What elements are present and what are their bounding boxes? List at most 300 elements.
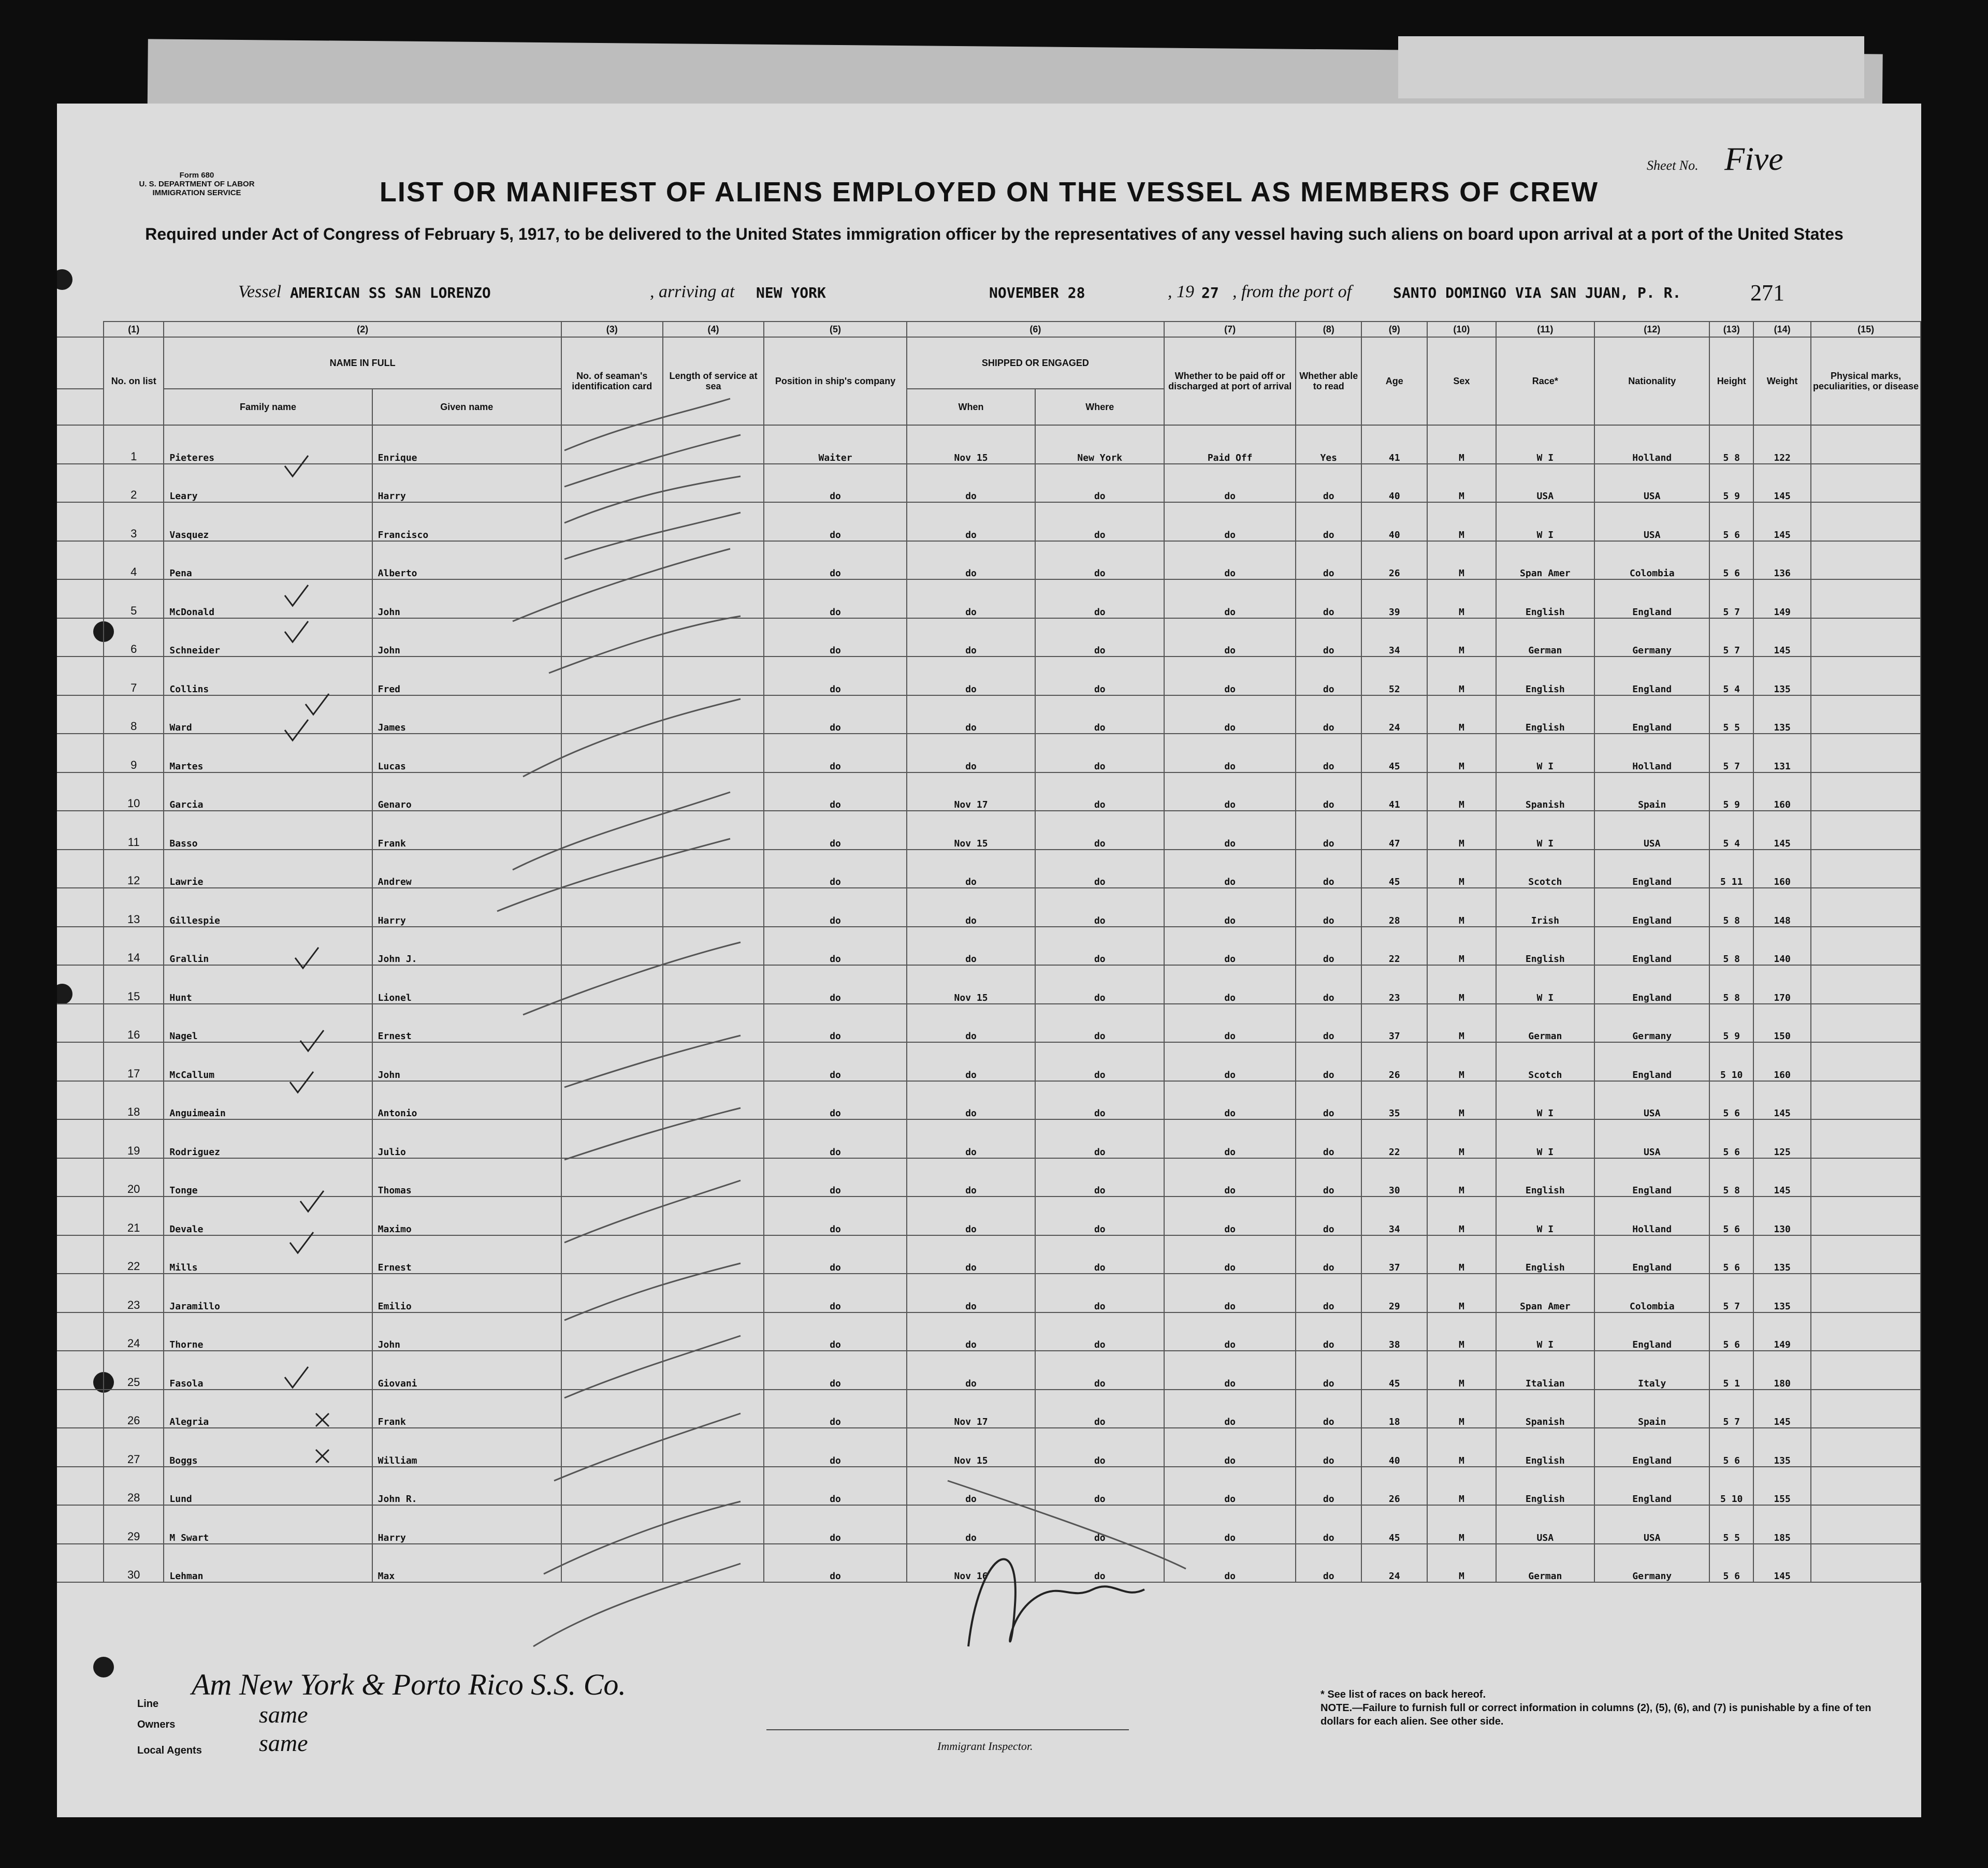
- given-name: Harry: [372, 464, 561, 503]
- given-name: Harry: [372, 1505, 561, 1544]
- where-cell: do: [1035, 1042, 1164, 1081]
- sex-cell: M: [1427, 425, 1496, 464]
- header-name-in-full: NAME IN FULL: [164, 337, 561, 389]
- age-cell: 34: [1361, 1196, 1427, 1235]
- when-cell: do: [907, 1042, 1036, 1081]
- col-number: (2): [164, 322, 561, 337]
- paid-off-cell: do: [1164, 1312, 1296, 1351]
- when-cell: do: [907, 579, 1036, 618]
- footnote-penalty: NOTE.—Failure to furnish full or correct information in columns (2), (5), (6), and (7) is punishable by a fine of ten dollars for each alien. See other side.: [1321, 1702, 1871, 1727]
- race-cell: Irish: [1496, 888, 1595, 927]
- service: IMMIGRATION SERVICE: [152, 188, 241, 197]
- paid-off-cell: do: [1164, 772, 1296, 811]
- paid-off-cell: do: [1164, 1467, 1296, 1506]
- footnote: [1321, 1688, 1900, 1728]
- row-number: 24: [104, 1312, 164, 1351]
- nationality-cell: Germany: [1594, 618, 1709, 657]
- position-cell: do: [764, 850, 906, 888]
- read-cell: do: [1296, 811, 1361, 850]
- age-cell: 52: [1361, 656, 1427, 695]
- height-cell: 5 8: [1709, 1158, 1753, 1197]
- weight-cell: 155: [1753, 1467, 1811, 1506]
- sex-cell: M: [1427, 1428, 1496, 1467]
- given-name: Max: [372, 1544, 561, 1583]
- footnote-races: * See list of races on back hereof.: [1321, 1689, 1486, 1700]
- race-cell: English: [1496, 1428, 1595, 1467]
- family-name: Devale: [164, 1196, 372, 1235]
- position-cell: do: [764, 1390, 906, 1428]
- sex-cell: M: [1427, 1004, 1496, 1043]
- weight-cell: 149: [1753, 1312, 1811, 1351]
- nationality-cell: Spain: [1594, 772, 1709, 811]
- pencil-stroke: [564, 476, 741, 523]
- age-cell: 26: [1361, 1042, 1427, 1081]
- height-cell: 5 8: [1709, 927, 1753, 966]
- height-cell: 5 8: [1709, 425, 1753, 464]
- family-name: Fasola: [164, 1351, 372, 1390]
- family-name: Leary: [164, 464, 372, 503]
- read-cell: do: [1296, 1428, 1361, 1467]
- weight-cell: 145: [1753, 811, 1811, 850]
- weight-cell: 145: [1753, 502, 1811, 541]
- check-mark: [285, 621, 308, 642]
- row-number: 30: [104, 1544, 164, 1583]
- position-cell: do: [764, 1351, 906, 1390]
- row-number: 14: [104, 927, 164, 966]
- when-cell: do: [907, 1312, 1036, 1351]
- read-cell: do: [1296, 1544, 1361, 1583]
- height-cell: 5 6: [1709, 1428, 1753, 1467]
- owners-label: Owners: [137, 1719, 176, 1730]
- where-cell: do: [1035, 541, 1164, 580]
- height-cell: 5 4: [1709, 811, 1753, 850]
- header-paid-off: Whether to be paid off or discharged at port of arrival: [1164, 337, 1296, 425]
- weight-cell: 135: [1753, 1235, 1811, 1274]
- check-mark: [306, 694, 329, 714]
- height-cell: 5 7: [1709, 734, 1753, 772]
- weight-cell: 180: [1753, 1351, 1811, 1390]
- age-cell: 45: [1361, 850, 1427, 888]
- backing-sheet-top: [1398, 36, 1864, 98]
- age-cell: 29: [1361, 1274, 1427, 1312]
- year-prefix: , 19: [1168, 282, 1194, 301]
- weight-cell: 160: [1753, 1042, 1811, 1081]
- header-age: Age: [1361, 337, 1427, 425]
- family-name: M Swart: [164, 1505, 372, 1544]
- given-name: Alberto: [372, 541, 561, 580]
- header-position: Position in ship's company: [764, 337, 906, 425]
- race-cell: English: [1496, 927, 1595, 966]
- given-name: John: [372, 1042, 561, 1081]
- sex-cell: M: [1427, 579, 1496, 618]
- read-cell: do: [1296, 656, 1361, 695]
- weight-cell: 160: [1753, 850, 1811, 888]
- paid-off-cell: do: [1164, 1505, 1296, 1544]
- where-cell: New York: [1035, 425, 1164, 464]
- weight-cell: 125: [1753, 1119, 1811, 1158]
- read-cell: do: [1296, 965, 1361, 1004]
- col-number: (13): [1709, 322, 1753, 337]
- line-value: Am New York & Porto Rico S.S. Co.: [192, 1668, 626, 1701]
- height-cell: 5 7: [1709, 618, 1753, 657]
- age-cell: 41: [1361, 425, 1427, 464]
- header-when: When: [907, 389, 1036, 425]
- weight-cell: 135: [1753, 695, 1811, 734]
- sex-cell: M: [1427, 734, 1496, 772]
- nationality-cell: USA: [1594, 1119, 1709, 1158]
- nationality-cell: Colombia: [1594, 1274, 1709, 1312]
- read-cell: do: [1296, 618, 1361, 657]
- arriving-label: , arriving at: [650, 282, 735, 301]
- age-cell: 24: [1361, 1544, 1427, 1583]
- where-cell: do: [1035, 734, 1164, 772]
- nationality-cell: Spain: [1594, 1390, 1709, 1428]
- position-cell: do: [764, 656, 906, 695]
- sex-cell: M: [1427, 965, 1496, 1004]
- pencil-stroke: [564, 1263, 741, 1320]
- check-mark: [285, 720, 308, 740]
- family-name: Alegria: [164, 1390, 372, 1428]
- read-cell: do: [1296, 1274, 1361, 1312]
- pencil-stroke: [549, 616, 741, 673]
- position-cell: do: [764, 1274, 906, 1312]
- race-cell: W I: [1496, 425, 1595, 464]
- sex-cell: M: [1427, 1505, 1496, 1544]
- given-name: Fred: [372, 656, 561, 695]
- pencil-stroke: [523, 942, 741, 1015]
- when-cell: do: [907, 1351, 1036, 1390]
- sex-cell: M: [1427, 1467, 1496, 1506]
- where-cell: do: [1035, 1274, 1164, 1312]
- position-cell: do: [764, 541, 906, 580]
- col-number: (1): [104, 322, 164, 337]
- family-name: Gillespie: [164, 888, 372, 927]
- race-cell: Scotch: [1496, 850, 1595, 888]
- header-where: Where: [1035, 389, 1164, 425]
- family-name: Basso: [164, 811, 372, 850]
- department: U. S. DEPARTMENT OF LABOR: [139, 180, 255, 188]
- where-cell: do: [1035, 1351, 1164, 1390]
- read-cell: do: [1296, 1081, 1361, 1120]
- position-cell: do: [764, 1081, 906, 1120]
- sex-cell: M: [1427, 1544, 1496, 1583]
- read-cell: do: [1296, 1351, 1361, 1390]
- row-number: 4: [104, 541, 164, 580]
- read-cell: do: [1296, 1312, 1361, 1351]
- col-number: (15): [1811, 322, 1921, 337]
- where-cell: do: [1035, 1428, 1164, 1467]
- position-cell: do: [764, 502, 906, 541]
- given-name: John: [372, 1312, 561, 1351]
- sex-cell: M: [1427, 618, 1496, 657]
- sex-cell: M: [1427, 464, 1496, 503]
- when-cell: do: [907, 695, 1036, 734]
- where-cell: do: [1035, 927, 1164, 966]
- paid-off-cell: do: [1164, 1428, 1296, 1467]
- when-cell: do: [907, 502, 1036, 541]
- read-cell: do: [1296, 1042, 1361, 1081]
- height-cell: 5 9: [1709, 1004, 1753, 1043]
- row-number: 20: [104, 1158, 164, 1197]
- pencil-stroke: [564, 1108, 741, 1160]
- given-name: Lucas: [372, 734, 561, 772]
- col-number: (4): [663, 322, 764, 337]
- race-cell: W I: [1496, 734, 1595, 772]
- weight-cell: 122: [1753, 425, 1811, 464]
- family-name: Jaramillo: [164, 1274, 372, 1312]
- sex-cell: M: [1427, 811, 1496, 850]
- read-cell: do: [1296, 1505, 1361, 1544]
- row-number: 18: [104, 1081, 164, 1120]
- read-cell: do: [1296, 1119, 1361, 1158]
- height-cell: 5 5: [1709, 695, 1753, 734]
- given-name: Julio: [372, 1119, 561, 1158]
- check-mark: [285, 1367, 308, 1388]
- position-cell: do: [764, 464, 906, 503]
- age-cell: 26: [1361, 541, 1427, 580]
- height-cell: 5 8: [1709, 965, 1753, 1004]
- age-cell: 22: [1361, 927, 1427, 966]
- weight-cell: 148: [1753, 888, 1811, 927]
- position-cell: do: [764, 772, 906, 811]
- check-mark: [295, 947, 318, 968]
- given-name: Andrew: [372, 850, 561, 888]
- paid-off-cell: do: [1164, 1544, 1296, 1583]
- vessel-label: Vessel: [238, 282, 282, 301]
- pencil-stroke: [564, 399, 730, 450]
- height-cell: 5 10: [1709, 1042, 1753, 1081]
- page-subtitle: Required under Act of Congress of February 5, 1917, to be delivered to the United States immigration officer by the representatives of any vessel having such aliens on board upon arrival at a port of the United States: [145, 225, 1844, 243]
- weight-cell: 131: [1753, 734, 1811, 772]
- col-number: (5): [764, 322, 906, 337]
- race-cell: German: [1496, 618, 1595, 657]
- sex-cell: M: [1427, 1042, 1496, 1081]
- sex-cell: M: [1427, 1196, 1496, 1235]
- nationality-cell: England: [1594, 1235, 1709, 1274]
- family-name: Lund: [164, 1467, 372, 1506]
- where-cell: do: [1035, 811, 1164, 850]
- row-number: 29: [104, 1505, 164, 1544]
- row-number: 23: [104, 1274, 164, 1312]
- header-shipped: SHIPPED OR ENGAGED: [907, 337, 1165, 389]
- race-cell: Spanish: [1496, 1390, 1595, 1428]
- nationality-cell: England: [1594, 695, 1709, 734]
- race-cell: English: [1496, 579, 1595, 618]
- position-cell: do: [764, 1004, 906, 1043]
- header-length-service: Length of service at sea: [663, 337, 764, 425]
- race-cell: English: [1496, 695, 1595, 734]
- paid-off-cell: do: [1164, 811, 1296, 850]
- paid-off-cell: do: [1164, 579, 1296, 618]
- age-cell: 40: [1361, 1428, 1427, 1467]
- pencil-stroke: [544, 1501, 741, 1574]
- given-name: Emilio: [372, 1274, 561, 1312]
- race-cell: W I: [1496, 1081, 1595, 1120]
- read-cell: do: [1296, 1004, 1361, 1043]
- read-cell: do: [1296, 1196, 1361, 1235]
- weight-cell: 145: [1753, 1158, 1811, 1197]
- height-cell: 5 6: [1709, 1235, 1753, 1274]
- age-cell: 37: [1361, 1235, 1427, 1274]
- col-number: (6): [907, 322, 1165, 337]
- position-cell: do: [764, 618, 906, 657]
- given-name: John R.: [372, 1467, 561, 1506]
- read-cell: do: [1296, 772, 1361, 811]
- race-cell: USA: [1496, 1505, 1595, 1544]
- family-name: Pena: [164, 541, 372, 580]
- family-name: Pieteres: [164, 425, 372, 464]
- where-cell: do: [1035, 965, 1164, 1004]
- where-cell: do: [1035, 1235, 1164, 1274]
- given-name: Enrique: [372, 425, 561, 464]
- header-sex: Sex: [1427, 337, 1496, 425]
- where-cell: do: [1035, 464, 1164, 503]
- header-read: Whether able to read: [1296, 337, 1361, 425]
- age-cell: 40: [1361, 502, 1427, 541]
- pencil-stroke: [564, 1035, 741, 1087]
- row-number: 2: [104, 464, 164, 503]
- read-cell: do: [1296, 850, 1361, 888]
- age-cell: 35: [1361, 1081, 1427, 1120]
- position-cell: do: [764, 579, 906, 618]
- check-mark: [285, 456, 308, 476]
- where-cell: do: [1035, 502, 1164, 541]
- age-cell: 41: [1361, 772, 1427, 811]
- agents-label: Local Agents: [137, 1745, 202, 1756]
- race-cell: W I: [1496, 965, 1595, 1004]
- weight-cell: 135: [1753, 1428, 1811, 1467]
- position-cell: do: [764, 1544, 906, 1583]
- nationality-cell: Colombia: [1594, 541, 1709, 580]
- age-cell: 45: [1361, 1351, 1427, 1390]
- paid-off-cell: do: [1164, 1158, 1296, 1197]
- race-cell: W I: [1496, 811, 1595, 850]
- position-cell: do: [764, 1505, 906, 1544]
- nationality-cell: Germany: [1594, 1544, 1709, 1583]
- row-number: 9: [104, 734, 164, 772]
- where-cell: do: [1035, 1004, 1164, 1043]
- nationality-cell: England: [1594, 888, 1709, 927]
- family-name: Garcia: [164, 772, 372, 811]
- header-race: Race*: [1496, 337, 1595, 425]
- given-name: Genaro: [372, 772, 561, 811]
- sex-cell: M: [1427, 1312, 1496, 1351]
- age-cell: 23: [1361, 965, 1427, 1004]
- when-cell: do: [907, 1235, 1036, 1274]
- row-number: 8: [104, 695, 164, 734]
- paid-off-cell: do: [1164, 1390, 1296, 1428]
- when-cell: do: [907, 618, 1036, 657]
- race-cell: Span Amer: [1496, 541, 1595, 580]
- paid-off-cell: do: [1164, 618, 1296, 657]
- family-name: Martes: [164, 734, 372, 772]
- position-cell: do: [764, 695, 906, 734]
- position-cell: do: [764, 1158, 906, 1197]
- pencil-marks: [57, 104, 1921, 1817]
- weight-cell: 135: [1753, 656, 1811, 695]
- row-number: 21: [104, 1196, 164, 1235]
- col-number: (14): [1753, 322, 1811, 337]
- col-number: (9): [1361, 322, 1427, 337]
- paid-off-cell: do: [1164, 734, 1296, 772]
- col-number: (10): [1427, 322, 1496, 337]
- read-cell: do: [1296, 1467, 1361, 1506]
- when-cell: Nov 17: [907, 772, 1036, 811]
- row-number: 15: [104, 965, 164, 1004]
- pencil-stroke: [564, 435, 741, 487]
- nationality-cell: USA: [1594, 1081, 1709, 1120]
- row-number: 13: [104, 888, 164, 927]
- checkmarks: [285, 456, 1144, 1646]
- when-cell: do: [907, 734, 1036, 772]
- family-name: Lawrie: [164, 850, 372, 888]
- check-mark: [290, 1232, 313, 1253]
- race-cell: W I: [1496, 502, 1595, 541]
- when-cell: do: [907, 1505, 1036, 1544]
- sex-cell: M: [1427, 927, 1496, 966]
- when-cell: do: [907, 850, 1036, 888]
- paid-off-cell: do: [1164, 464, 1296, 503]
- when-cell: Nov 15: [907, 425, 1036, 464]
- where-cell: do: [1035, 1196, 1164, 1235]
- sex-cell: M: [1427, 888, 1496, 927]
- read-cell: do: [1296, 1158, 1361, 1197]
- pencil-stroke: [564, 1336, 741, 1398]
- nationality-cell: England: [1594, 1428, 1709, 1467]
- when-cell: do: [907, 1196, 1036, 1235]
- weight-cell: 170: [1753, 965, 1811, 1004]
- manifest-sheet: [57, 104, 1921, 1817]
- race-cell: W I: [1496, 1119, 1595, 1158]
- race-cell: Scotch: [1496, 1042, 1595, 1081]
- when-cell: Nov 15: [907, 1428, 1036, 1467]
- given-name: Ernest: [372, 1235, 561, 1274]
- age-cell: 24: [1361, 695, 1427, 734]
- row-number: 19: [104, 1119, 164, 1158]
- family-name: Thorne: [164, 1312, 372, 1351]
- check-mark: [285, 585, 308, 606]
- family-name: Anguimeain: [164, 1081, 372, 1120]
- read-cell: do: [1296, 502, 1361, 541]
- nationality-cell: Italy: [1594, 1351, 1709, 1390]
- position-cell: do: [764, 734, 906, 772]
- sex-cell: M: [1427, 502, 1496, 541]
- page-title: LIST OR MANIFEST OF ALIENS EMPLOYED ON THE VESSEL AS MEMBERS OF CREW: [379, 177, 1599, 208]
- row-number: 1: [104, 425, 164, 464]
- pencil-stroke: [554, 1413, 741, 1481]
- header-given-name: Given name: [372, 389, 561, 425]
- given-name: Antonio: [372, 1081, 561, 1120]
- nationality-cell: England: [1594, 1312, 1709, 1351]
- height-cell: 5 7: [1709, 579, 1753, 618]
- read-cell: do: [1296, 579, 1361, 618]
- age-cell: 28: [1361, 888, 1427, 927]
- paid-off-cell: do: [1164, 1351, 1296, 1390]
- given-name: Francisco: [372, 502, 561, 541]
- height-cell: 5 11: [1709, 850, 1753, 888]
- pencil-stroke: [533, 1564, 741, 1646]
- nationality-cell: England: [1594, 579, 1709, 618]
- sex-cell: M: [1427, 772, 1496, 811]
- weight-cell: 145: [1753, 1390, 1811, 1428]
- paid-off-cell: do: [1164, 1235, 1296, 1274]
- when-cell: do: [907, 1004, 1036, 1043]
- paid-off-cell: do: [1164, 850, 1296, 888]
- check-mark: [290, 1072, 313, 1092]
- family-name: Ward: [164, 695, 372, 734]
- given-name: Maximo: [372, 1196, 561, 1235]
- row-number: 16: [104, 1004, 164, 1043]
